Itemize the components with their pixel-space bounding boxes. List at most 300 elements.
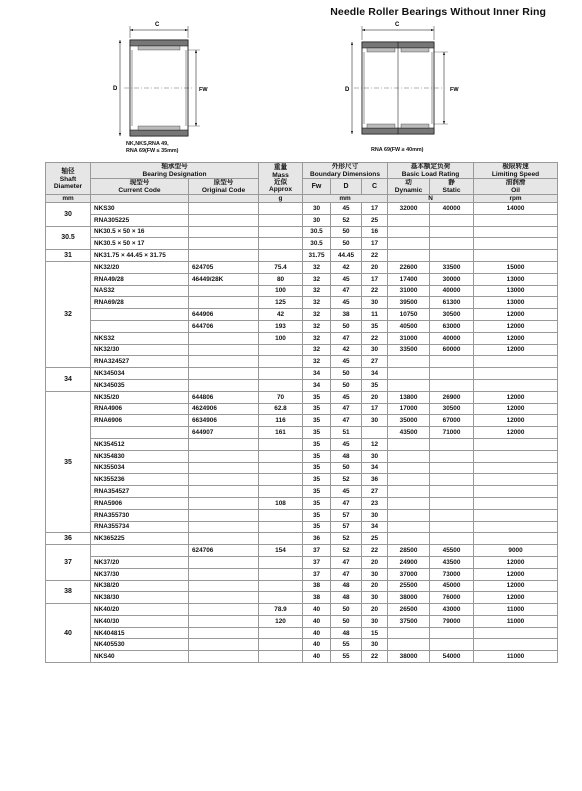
fw-cell: 30.5 [303,238,331,250]
mass-cell [259,580,303,592]
mass-cell [259,627,303,639]
current-code-cell: NK38/30 [91,592,189,604]
original-code-cell: 644706 [189,320,259,332]
c-cell: 15 [362,627,388,639]
table-row [46,203,558,215]
fw-cell: 32 [303,309,331,321]
fw-cell: 32 [303,297,331,309]
table-row [46,356,558,368]
original-code-cell [189,521,259,533]
table-row [46,344,558,356]
oil-speed-cell: 11000 [474,615,558,627]
current-code-cell: NK404815 [91,627,189,639]
mass-cell: 120 [259,615,303,627]
oil-speed-cell: 13000 [474,273,558,285]
d-cell: 47 [331,415,362,427]
d-cell: 50 [331,368,362,380]
col-fw: Fw [303,179,331,195]
original-code-cell [189,297,259,309]
current-code-cell [91,427,189,439]
static-cell: 45500 [430,545,474,557]
original-code-cell [189,580,259,592]
dynamic-cell [388,627,430,639]
dynamic-cell [388,486,430,498]
c-cell: 30 [362,450,388,462]
mass-cell: 80 [259,273,303,285]
original-code-cell: 4624906 [189,403,259,415]
fw-cell: 40 [303,639,331,651]
current-code-cell: RNA355734 [91,521,189,533]
fw-cell: 32 [303,273,331,285]
c-cell [362,427,388,439]
static-cell: 30500 [430,403,474,415]
oil-speed-cell: 13000 [474,285,558,297]
mass-cell: 125 [259,297,303,309]
fw-cell: 30 [303,214,331,226]
static-cell: 43500 [430,556,474,568]
table-row [46,379,558,391]
original-code-cell [189,214,259,226]
mass-cell: 62.8 [259,403,303,415]
current-code-cell: NK32/20 [91,261,189,273]
static-cell [430,238,474,250]
current-code-cell: NKS32 [91,332,189,344]
d-cell: 57 [331,509,362,521]
original-code-cell [189,533,259,545]
dynamic-cell: 26500 [388,604,430,616]
c-cell: 17 [362,238,388,250]
table-header [46,163,558,203]
d-cell: 50 [331,615,362,627]
current-code-cell: RNA69/28 [91,297,189,309]
static-cell: 54000 [430,651,474,663]
fw-cell: 40 [303,604,331,616]
original-code-cell [189,203,259,215]
static-cell: 40000 [430,332,474,344]
mass-cell [259,486,303,498]
fw-cell: 32 [303,285,331,297]
d-cell: 48 [331,580,362,592]
current-code-cell: RNA355730 [91,509,189,521]
dynamic-cell: 38000 [388,592,430,604]
c-cell: 20 [362,556,388,568]
d-cell: 47 [331,285,362,297]
c-cell: 36 [362,474,388,486]
current-code-cell: NK32/30 [91,344,189,356]
static-cell: 40000 [430,203,474,215]
fw-cell: 35 [303,391,331,403]
current-code-cell: NK355236 [91,474,189,486]
col-original-code: 原型号 Original Code [189,179,259,195]
mass-cell: 78.9 [259,604,303,616]
shaft-diameter-cell: 30 [46,203,91,227]
fw-cell: 31.75 [303,250,331,262]
table-row [46,403,558,415]
fw-cell: 35 [303,521,331,533]
col-bearing-designation: 轴承型号 Bearing Designation [91,163,259,179]
fw-cell: 35 [303,474,331,486]
dynamic-cell [388,509,430,521]
static-cell [430,438,474,450]
original-code-cell: 624706 [189,545,259,557]
original-code-cell [189,556,259,568]
table-row [46,320,558,332]
d-cell: 45 [331,273,362,285]
c-cell: 22 [362,332,388,344]
table-row [46,545,558,557]
col-static: 静 Static [430,179,474,195]
table-row [46,592,558,604]
oil-speed-cell [474,214,558,226]
c-cell: 20 [362,580,388,592]
dynamic-cell [388,379,430,391]
d-cell: 45 [331,203,362,215]
current-code-cell: RNA4906 [91,403,189,415]
d-cell: 48 [331,627,362,639]
mass-cell: 100 [259,332,303,344]
oil-speed-cell [474,462,558,474]
static-cell: 40000 [430,285,474,297]
original-code-cell [189,604,259,616]
table-row [46,261,558,273]
original-code-cell [189,438,259,450]
oil-speed-cell [474,226,558,238]
original-code-cell [189,250,259,262]
static-cell: 30000 [430,273,474,285]
shaft-diameter-cell: 40 [46,604,91,663]
d-cell: 47 [331,568,362,580]
fw-cell: 35 [303,462,331,474]
dynamic-cell: 31000 [388,332,430,344]
shaft-diameter-cell: 32 [46,261,91,367]
mass-cell [259,450,303,462]
static-cell [430,250,474,262]
mass-cell [259,556,303,568]
dynamic-cell: 22600 [388,261,430,273]
col-basic-load-rating: 基本额定负荷 Basic Load Rating [388,163,474,179]
static-cell: 26900 [430,391,474,403]
d-cell: 47 [331,497,362,509]
original-code-cell [189,627,259,639]
current-code-cell: NK38/20 [91,580,189,592]
static-cell: 67000 [430,415,474,427]
fw-cell: 32 [303,356,331,368]
oil-speed-cell [474,627,558,639]
current-code-cell: NK37/20 [91,556,189,568]
mass-cell [259,250,303,262]
table-body [46,203,558,663]
dynamic-cell [388,497,430,509]
c-cell: 27 [362,486,388,498]
d-cell: 42 [331,261,362,273]
table-row [46,368,558,380]
table-row [46,556,558,568]
d-cell: 45 [331,486,362,498]
shaft-diameter-cell: 31 [46,250,91,262]
d-cell: 52 [331,533,362,545]
original-code-cell [189,509,259,521]
dynamic-cell: 37000 [388,568,430,580]
dynamic-cell: 33500 [388,344,430,356]
mass-cell [259,521,303,533]
static-cell: 45000 [430,580,474,592]
c-cell: 30 [362,592,388,604]
current-code-cell: NAS32 [91,285,189,297]
oil-speed-cell [474,474,558,486]
current-code-cell: RNA49/28 [91,273,189,285]
current-code-cell: NK35/20 [91,391,189,403]
oil-speed-cell: 9000 [474,545,558,557]
fw-cell: 34 [303,379,331,391]
unit-blank [91,195,189,203]
table-row [46,533,558,545]
table-row [46,639,558,651]
c-cell: 27 [362,356,388,368]
oil-speed-cell: 12000 [474,580,558,592]
dynamic-cell: 28500 [388,545,430,557]
dynamic-cell: 40500 [388,320,430,332]
mass-cell [259,368,303,380]
fw-cell: 35 [303,427,331,439]
mass-cell: 100 [259,285,303,297]
bearing-drawing-nk [108,16,218,161]
table-row [46,568,558,580]
static-cell [430,509,474,521]
dynamic-cell [388,474,430,486]
c-cell: 23 [362,497,388,509]
mass-cell [259,568,303,580]
table-row [46,214,558,226]
current-code-cell: NK365225 [91,533,189,545]
original-code-cell [189,639,259,651]
page-title: Needle Roller Bearings Without Inner Ring [330,6,546,18]
current-code-cell: NK30.5 × 50 × 17 [91,238,189,250]
table-row [46,250,558,262]
current-code-cell: NK355034 [91,462,189,474]
col-limiting-speed: 极限转速 Limiting Speed [474,163,558,179]
c-cell: 12 [362,438,388,450]
bearing-drawing-rna69 [330,18,500,158]
static-cell [430,214,474,226]
unit-blank [189,195,259,203]
mass-cell [259,226,303,238]
d-cell: 52 [331,474,362,486]
fw-cell: 32 [303,344,331,356]
fw-cell: 35 [303,450,331,462]
oil-speed-cell: 12000 [474,403,558,415]
col-mass: 重量 Mass 近似 Approx [259,163,303,195]
table-row [46,521,558,533]
table-row [46,238,558,250]
static-cell [430,474,474,486]
original-code-cell: 6634906 [189,415,259,427]
shaft-diameter-cell: 36 [46,533,91,545]
c-cell: 30 [362,568,388,580]
fw-cell: 36 [303,533,331,545]
mass-cell [259,639,303,651]
c-cell: 30 [362,344,388,356]
static-cell [430,450,474,462]
d-cell: 52 [331,545,362,557]
oil-speed-cell: 15000 [474,261,558,273]
table-row [46,332,558,344]
d-cell: 48 [331,592,362,604]
original-code-cell [189,486,259,498]
d-cell: 50 [331,320,362,332]
dim-fw-label: FW [199,87,208,93]
original-code-cell [189,462,259,474]
c-cell: 11 [362,309,388,321]
fw-cell: 35 [303,415,331,427]
oil-speed-cell: 11000 [474,651,558,663]
d-cell: 51 [331,427,362,439]
dynamic-cell: 25500 [388,580,430,592]
mass-cell [259,438,303,450]
mass-cell: 193 [259,320,303,332]
c-cell: 30 [362,297,388,309]
shaft-diameter-cell: 30.5 [46,226,91,250]
oil-speed-cell [474,533,558,545]
c-cell: 22 [362,651,388,663]
fw-cell: 34 [303,368,331,380]
original-code-cell [189,497,259,509]
table-row [46,226,558,238]
d-cell: 45 [331,391,362,403]
static-cell: 33500 [430,261,474,273]
c-cell: 30 [362,509,388,521]
original-code-cell [189,474,259,486]
dynamic-cell [388,462,430,474]
oil-speed-cell: 14000 [474,203,558,215]
c-cell: 17 [362,403,388,415]
static-cell [430,639,474,651]
dynamic-cell: 32000 [388,203,430,215]
current-code-cell [91,545,189,557]
oil-speed-cell: 12000 [474,320,558,332]
fw-cell: 40 [303,615,331,627]
current-code-cell: RNA324527 [91,356,189,368]
dynamic-cell: 35000 [388,415,430,427]
fw-cell: 35 [303,486,331,498]
table-row [46,427,558,439]
original-code-cell [189,450,259,462]
mass-cell: 116 [259,415,303,427]
table-row [46,415,558,427]
static-cell: 30500 [430,309,474,321]
d-cell: 57 [331,521,362,533]
dynamic-cell: 24900 [388,556,430,568]
current-code-cell: NK345034 [91,368,189,380]
c-cell: 22 [362,250,388,262]
col-c: C [362,179,388,195]
static-cell: 63000 [430,320,474,332]
col-d: D [331,179,362,195]
oil-speed-cell [474,356,558,368]
dynamic-cell [388,238,430,250]
d-cell: 50 [331,379,362,391]
c-cell: 30 [362,615,388,627]
c-cell: 22 [362,545,388,557]
current-code-cell: NK354512 [91,438,189,450]
oil-speed-cell: 12000 [474,391,558,403]
c-cell: 22 [362,285,388,297]
dynamic-cell: 31000 [388,285,430,297]
dim-c-label: C [155,22,160,28]
static-cell [430,226,474,238]
dynamic-cell [388,639,430,651]
drawing-caption-left: NK,NKS,RNA 49, RNA 69(FW ≤ 35mm) [126,141,179,154]
dynamic-cell [388,356,430,368]
fw-cell: 38 [303,592,331,604]
d-cell: 50 [331,238,362,250]
dynamic-cell [388,214,430,226]
original-code-cell [189,238,259,250]
current-code-cell: RNA5906 [91,497,189,509]
original-code-cell: 46449/28K [189,273,259,285]
current-code-cell: NK354830 [91,450,189,462]
mass-cell [259,214,303,226]
fw-cell: 32 [303,320,331,332]
oil-speed-cell: 12000 [474,415,558,427]
static-cell [430,462,474,474]
d-cell: 48 [331,450,362,462]
original-code-cell: 644907 [189,427,259,439]
dynamic-cell [388,450,430,462]
fw-cell: 40 [303,627,331,639]
current-code-cell: RNA354527 [91,486,189,498]
original-code-cell [189,615,259,627]
original-code-cell [189,332,259,344]
current-code-cell: NK30.5 × 50 × 16 [91,226,189,238]
table-row [46,297,558,309]
table-row [46,438,558,450]
table-row [46,273,558,285]
dim-fw-label: FW [450,87,459,93]
dynamic-cell [388,368,430,380]
fw-cell: 35 [303,438,331,450]
oil-speed-cell: 11000 [474,604,558,616]
dynamic-cell: 13800 [388,391,430,403]
oil-speed-cell [474,521,558,533]
d-cell: 55 [331,651,362,663]
d-cell: 42 [331,344,362,356]
c-cell: 34 [362,462,388,474]
mass-cell: 42 [259,309,303,321]
current-code-cell: NK40/30 [91,615,189,627]
col-oil: 油润滑 Oil [474,179,558,195]
shaft-diameter-cell: 38 [46,580,91,604]
original-code-cell [189,379,259,391]
table-row [46,486,558,498]
table-row [46,285,558,297]
fw-cell: 30.5 [303,226,331,238]
dynamic-cell [388,250,430,262]
table-row [46,580,558,592]
current-code-cell: NKS30 [91,203,189,215]
static-cell: 71000 [430,427,474,439]
oil-speed-cell [474,438,558,450]
d-cell: 47 [331,556,362,568]
drawing-caption-right: RNA 69(FW ≥ 40mm) [371,147,424,153]
table-row [46,509,558,521]
static-cell [430,356,474,368]
c-cell: 17 [362,273,388,285]
static-cell: 79000 [430,615,474,627]
d-cell: 55 [331,639,362,651]
mass-cell [259,344,303,356]
c-cell: 16 [362,226,388,238]
mass-cell [259,509,303,521]
